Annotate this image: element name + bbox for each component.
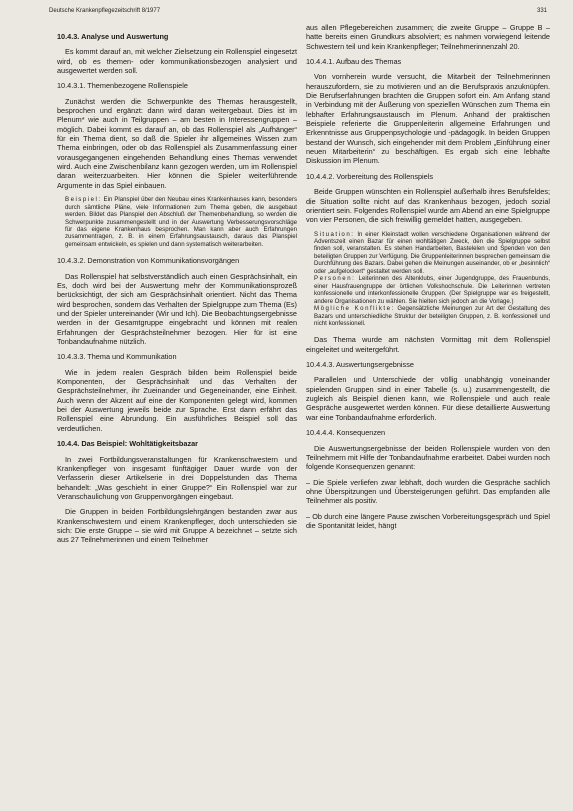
page-header bbox=[49, 8, 547, 14]
conflicts-label: Mögliche Konflikte: bbox=[314, 305, 395, 313]
paragraph: Parallelen und Unterschiede der völlig unabhängig voneinander spielenden Gruppen sind in einer Tabelle (s. u.) zusammengestellt, die zugleich als Beispiel dienen kann, wie Rollenspiele und auch reale Gespräche ausgewertet werden können. Für diese detaillierte Auswertung war eine Tonbandaufnahme erforderlich. bbox=[306, 375, 550, 422]
page-number: 331 bbox=[536, 8, 547, 14]
left-column bbox=[57, 26, 297, 551]
paragraph: aus allen Pflegebereichen zusammen; die zweite Gruppe – Gruppe B – hatte bereits einen Grundkurs absolviert; es nahmen vorwiegend leitende Schwestern teil und kein Krankenpfleger; Teilnehmerinnenzahl 20. bbox=[306, 23, 550, 51]
paragraph: – Ob durch eine längere Pause zwischen Vorbereitungsgespräch und Spiel die Spontanität leidet, hängt bbox=[306, 511, 550, 530]
situation-label: Situation: bbox=[314, 230, 355, 238]
situation-block bbox=[314, 231, 550, 328]
subsection-heading: 10.4.4.1. Aufbau des Themas bbox=[306, 57, 402, 67]
paragraph: Es kommt darauf an, mit welcher Zielsetzung ein Rollenspiel eingesetzt wird, ob es themen- oder kommunikationsbezogen analysiert und ausgewertet werden soll. bbox=[57, 47, 297, 76]
section-heading: 10.4.3. Analyse und Auswertung bbox=[57, 32, 169, 41]
paragraph: In zwei Fortbildungsveranstaltungen für Krankenschwestern und Krankenpfleger von insgesamt fünftägiger Dauer wurde von der Verfasserin dieser Artikelserie in drei Doppelstunden das Thema behandelt: „Was geschieht in einer Gruppe?“ Ein Rollenspiel war zur Veranschaulichung von Gruppenvorgängen eingebaut. bbox=[57, 454, 297, 501]
example-label: Beispiel: bbox=[65, 196, 102, 204]
paragraph: Wie in jedem realen Gespräch bilden beim Rollenspiel beide Komponenten, der Gesprächsinhalt und das Verhalten der Gesprächsteilnehmer, ihr Zueinander und Gegeneinander, eine Einheit. Auch wenn der Akzent auf eine der Komponenten gelegt wird, kommen bei der Auswertung jeweils beide zur Sprache. Erst dann erfährt das Rollenspiel eine Abrundung. Ein ausführliches Beispiel soll das verdeutlichen. bbox=[57, 367, 297, 433]
subsection-heading: 10.4.3.3. Thema und Kommunikation bbox=[57, 352, 177, 362]
subsection-heading: 10.4.4.4. Konsequenzen bbox=[306, 428, 386, 438]
persons-text: Leiterinnen des Altenklubs, einer Jugendgruppe, des Frauenbunds, einer Hausfrauengruppe der örtlichen Volkshochschule. Die Leiterinnen vertreten konfessionelle und interkonfessionelle Gruppen. (Der Spielgruppe war es freigestellt, andere Organisationen zu wählen. Sie hielten sich jedoch an die Vorlage.) bbox=[314, 275, 550, 305]
subsection-heading: 10.4.3.2. Demonstration von Kommunikationsvorgängen bbox=[57, 256, 240, 266]
section-heading: 10.4.4. Das Beispiel: Wohltätigkeitsbazar bbox=[57, 439, 198, 449]
subsection-heading: 10.4.4.2. Vorbereitung des Rollenspiels bbox=[306, 171, 433, 181]
paragraph: Das Rollenspiel hat selbstverständlich auch einen Gesprächsinhalt, ein Es, doch wird bei der Auswertung mehr der Kommunikationsprozeß berücksichtigt, der sich am Gesprächsinhalt orientiert. Nicht das Thema wird besprochen, sondern das Verhalten der Spielgruppe zum Thema (Es) und der Spieler untereinander (Wir und Ich). Die Beobachtungsergebnisse werden in der Gesamtgruppe eingebracht und können mit realen Erfahrungen der Gesprächsteilnehmer bezogen. Hier für ist eine Tonbandaufnahme nützlich. bbox=[57, 271, 297, 347]
situation-text: In einer Kleinstadt wollen verschiedene Organisationen während der Adventszeit einen Bazar für einen wohltätigen Zweck, den die Spielgruppe selbst finden soll, veranstalten. Es stehen Handarbeiten, Bastelelen und Spenden von den beteiligten Gruppen zur Verfügung. Die Gruppenleiterinnen besprechen gemeinsam die Durchführung des Bazars. Dabei gehen die Meinungen auseinander, ob er „besinnlich“ oder „aufgelockert“ gestaltet werden soll. bbox=[314, 230, 551, 275]
journal-title: Deutsche Krankenpflegezeitschrift 8/1977 bbox=[49, 8, 161, 14]
subsection-heading: 10.4.4.3. Auswertungsergebnisse bbox=[306, 360, 414, 370]
conflicts-text: Gegensätzliche Meinungen zur Art der Gestaltung des Bazars und unterschiedliche Struktur der beteiligten Gruppen, z. B. konfessionell und nicht konfessionell. bbox=[314, 305, 550, 327]
example-text: Ein Planspiel über den Neubau eines Krankenhauses kann, besonders durch sämtliche Pläne, viele Informationen zum Thema geben, die ausgebaut werden. Bildet das Planspiel den Abschluß der Themenbehandlung, so werden die Schwerpunkte zusammengestellt und in der Auswertung Verbesserungsvorschläge für das eigene Krankenhaus besprochen. Man kann aber auch Erfahrungen zusammentragen, z. B. in einem Erfahrungsaustausch, daraus das Planspiel gemeinsam entwickeln, es spielen und dann systematisch weiterarbeiten. bbox=[65, 196, 297, 248]
right-column bbox=[306, 23, 550, 536]
paragraph: – Die Spiele verliefen zwar lebhaft, doch wurden die Gespräche sachlich ohne Überspitzungen und Übersteigerungen geführt. Das empfanden alle Teilnehmer als positiv. bbox=[306, 477, 550, 506]
paragraph: Die Auswertungsergebnisse der beiden Rollenspiele wurden von den Teilnehmern mit Hilfe der Tonbandaufnahme erarbeitet. Dabei wurden noch folgende Konsequenzen genannt: bbox=[306, 443, 550, 472]
paragraph: Das Thema wurde am nächsten Vormittag mit dem Rollenspiel eingeleitet und weitergeführt. bbox=[306, 335, 550, 354]
paragraph: Die Gruppen in beiden Fortbildungslehrgängen bestanden zwar aus Krankenschwestern und einem Krankenpfleger, doch unterschieden sie sich: Die erste Gruppe – sie wird mit Gruppe A bezeichnet – setzte sich aus 27 Teilnehmerinnen und einem Teilnehmer bbox=[57, 507, 297, 545]
subsection-heading: 10.4.3.1. Themenbezogene Rollenspiele bbox=[57, 81, 188, 91]
paragraph: Zunächst werden die Schwerpunkte des Themas herausgestellt, besprochen und ergänzt: dann wird daran weitergebaut. Dies ist im Plenum* wie auch in Teilgruppen – am besten in Interessengruppen – möglich. Dabei kommt es darauf an, ob das Rollenspiel als „Aufhänger“ für ein Thema dient, so daß die Spieler ihr allgemeines Wissen zum Thema einbringen, oder ob das Rollenspiel als Zusammenfassung einer vorausgegangenen eingehenden Behandlung eines Themas verwendet wird. Auch eine Zwischenbilanz kann gezogen werden, um im Rollenspiel daran weiterzuarbeiten. Hier können die Spieler weiterführende Argumente in das Spiel einbauen. bbox=[57, 96, 297, 190]
paragraph: Von vornherein wurde versucht, die Mitarbeit der Teilnehmerinnen herauszufordern, sie zu motivieren und an die Berufspraxis anzuknüpfen. Die Berufserfahrungen brachten die Gruppen sofort ein. Am Anfang stand in Verbindung mit der Äußerung von speziellen Wünschen zum Thema ein lebhafter Erfahrungsaustausch im Plenum. Anhand der praktischen Beispiele referierte die Gruppenleiterin allgemeine Erfahrungen und Erkenntnisse aus Gruppenpsychologie und -pädagogik. In beiden Gruppen bestand der Wunsch, sich eingehender mit dem Problem „Einführung einer neuen Mitarbeiterin“ zu beschäftigen. Es ergab sich eine lebhafte Diskussion im Plenum. bbox=[306, 72, 550, 166]
example-block bbox=[65, 196, 297, 248]
paragraph: Beide Gruppen wünschten ein Rollenspiel außerhalb ihres Berufsfeldes; die Situation sollte nicht auf das Krankenhaus bezogen, jedoch sozial orientiert sein. Folgendes Rollenspiel wurde am Abend an eine Spielgruppe von vier Personen, die sich freiwillig gemeldet hatten, ausgegeben. bbox=[306, 187, 550, 225]
persons-label: Personen: bbox=[314, 275, 356, 283]
